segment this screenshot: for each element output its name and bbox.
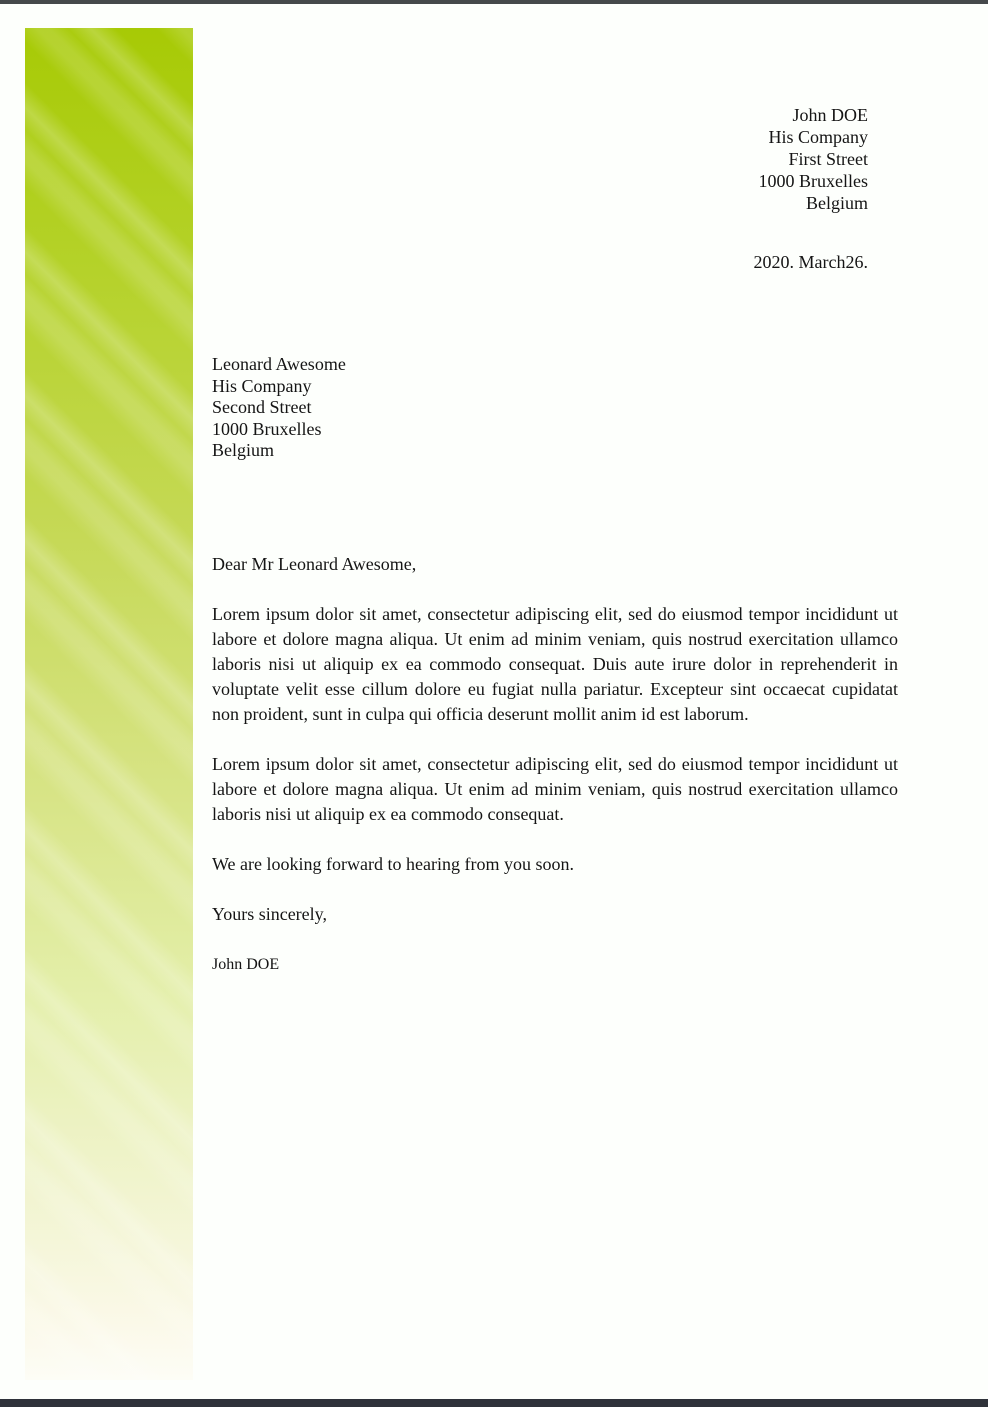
salutation: Dear Mr Leonard Awesome, bbox=[212, 554, 417, 574]
recipient-address-line: Second Street bbox=[212, 397, 312, 417]
recipient-address-line: 1000 Bruxelles bbox=[212, 418, 322, 439]
green-gradient-sidebar bbox=[25, 28, 193, 1380]
letter-date: 2020. March26. bbox=[753, 252, 868, 272]
signature: John DOE bbox=[212, 956, 280, 973]
sender-address bbox=[759, 104, 869, 214]
sender-address-line: First Street bbox=[788, 149, 868, 169]
sender-address-line: His Company bbox=[768, 127, 868, 147]
page-top-border bbox=[0, 0, 988, 4]
body-paragraph: Lorem ipsum dolor sit amet, consectetur adipiscing elit, sed do eiusmod tempor incididunt ut labore et dolore magna aliqua. Ut enim ad minim veniam, quis nostrud exercitation ullamco laboris nisi ut aliquip ex ea commodo consequat. bbox=[212, 754, 898, 824]
body-paragraph: We are looking forward to hearing from you soon. bbox=[212, 854, 574, 874]
recipient-address-line: His Company bbox=[212, 375, 312, 396]
letter-body bbox=[212, 552, 898, 1002]
body-paragraph: Lorem ipsum dolor sit amet, consectetur adipiscing elit, sed do eiusmod tempor incididunt ut labore et dolore magna aliqua. Ut enim ad minim veniam, quis nostrud exercitation ullamco laboris nisi ut aliquip ex ea commodo consequat. Duis aute irure dolor in reprehenderit in voluptate velit esse cillum dolore eu fugiat nulla pariatur. Excepteur sint occaecat cupidatat non proident, sunt in culpa qui officia deserunt mollit anim id est laborum. bbox=[212, 604, 898, 724]
closing: Yours sincerely, bbox=[212, 904, 327, 924]
recipient-address-line: Leonard Awesome bbox=[212, 354, 346, 374]
sender-address-line: Belgium bbox=[806, 193, 868, 213]
sender-address-line: 1000 Bruxelles bbox=[758, 171, 868, 191]
sender-address-line: John DOE bbox=[792, 105, 868, 125]
recipient-address-line: Belgium bbox=[212, 440, 274, 460]
page-bottom-border bbox=[0, 1399, 988, 1407]
recipient-address bbox=[212, 354, 346, 462]
